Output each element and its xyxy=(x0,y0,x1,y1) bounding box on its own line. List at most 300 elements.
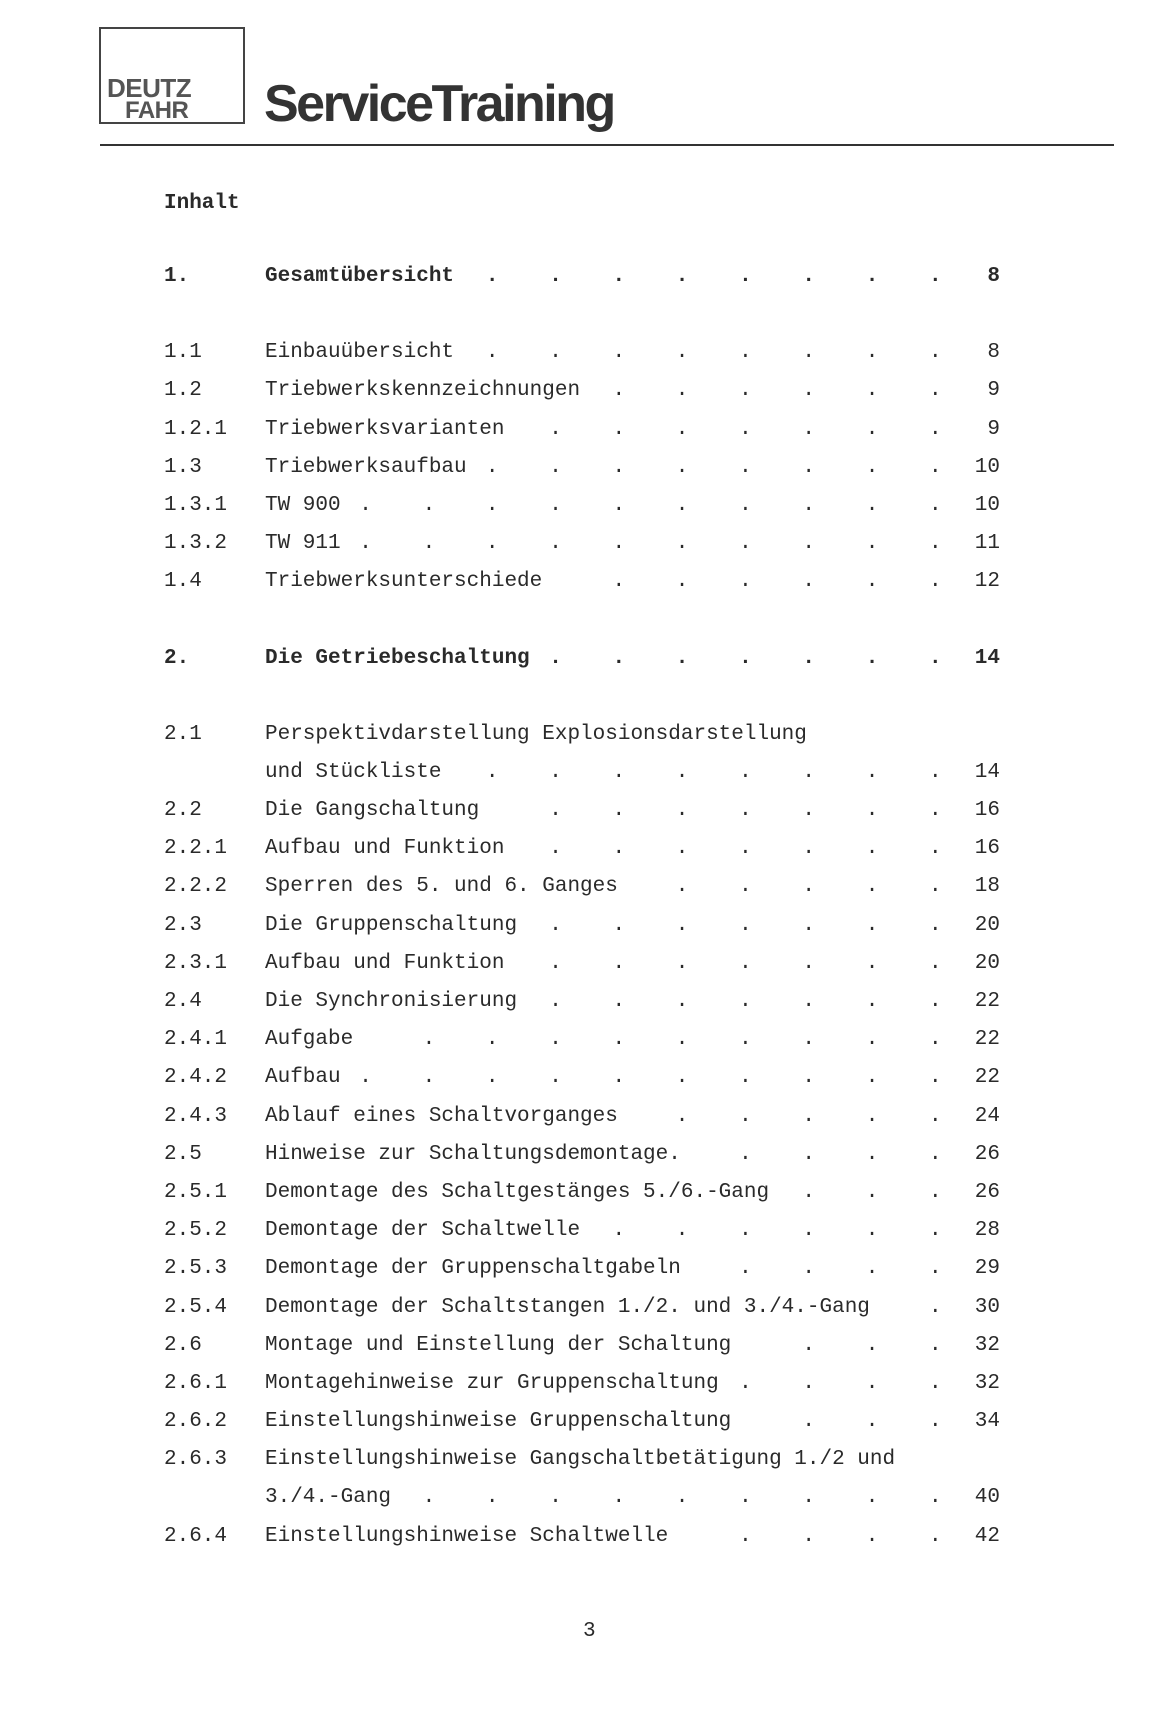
entry-title: Montagehinweise zur Gruppenschaltung xyxy=(265,1371,719,1395)
leader-dot: . xyxy=(802,1410,815,1434)
entry-number: 2.5.3 xyxy=(164,1257,228,1281)
leader-dot: . xyxy=(612,493,626,517)
toc-entry xyxy=(0,418,1156,456)
leader-dot: . xyxy=(549,1028,562,1052)
leader-dot: . xyxy=(802,1486,815,1510)
leader-dot: . xyxy=(739,951,752,975)
toc-entry xyxy=(0,341,1156,379)
leader-dot: . xyxy=(929,455,942,479)
leader-dot: . xyxy=(802,532,815,556)
leader-dot: . xyxy=(865,760,879,784)
entry-title: Gesamtübersicht xyxy=(265,265,455,288)
toc-entry xyxy=(0,1372,1156,1410)
leader-dot: . xyxy=(739,1028,752,1052)
entry-title: Triebwerksunterschiede xyxy=(265,570,543,594)
leader-dot: . xyxy=(485,1066,499,1090)
leader-dot: . xyxy=(802,455,815,479)
leader-dot: . xyxy=(485,760,499,784)
toc-entry xyxy=(0,1066,1156,1104)
entry-number: 2.2.1 xyxy=(164,837,228,861)
leader-dot: . xyxy=(549,990,562,1013)
leader-dot: . xyxy=(865,493,879,517)
leader-dot: . xyxy=(865,1142,879,1166)
leader-dot: . xyxy=(739,1104,752,1128)
leader-dot: . xyxy=(549,493,562,517)
leader-dot: . xyxy=(929,417,942,441)
leader-dot: . xyxy=(929,1219,942,1243)
leader-dot: . xyxy=(422,493,436,517)
entry-title: Demontage des Schaltgestänges 5./6.-Gang xyxy=(265,1180,770,1204)
entry-page: 24 xyxy=(974,1104,1000,1128)
leader-dot: . xyxy=(929,646,942,670)
leader-dot: . xyxy=(929,1104,942,1128)
entry-number: 1.3 xyxy=(164,455,202,479)
leader-dot: . xyxy=(802,570,815,594)
leader-dot: . xyxy=(485,455,499,479)
entry-page: 14 xyxy=(974,760,1000,784)
leader-dot: . xyxy=(485,1486,499,1510)
entry-page: 10 xyxy=(974,493,1000,517)
leader-dot: . xyxy=(739,570,752,594)
leader-dot: . xyxy=(549,837,562,861)
entry-number: 2.4.3 xyxy=(164,1104,228,1128)
leader-dot: . xyxy=(675,875,689,899)
toc-entry xyxy=(0,1410,1156,1448)
toc-entry xyxy=(0,914,1156,952)
entry-page: 8 xyxy=(987,265,1000,288)
leader-dot: . xyxy=(802,1028,815,1052)
leader-dot: . xyxy=(549,341,562,365)
leader-dot: . xyxy=(739,799,752,823)
entry-title: Ablauf eines Schaltvorganges xyxy=(265,1104,618,1128)
leader-dot: . xyxy=(929,493,942,517)
entry-page: 14 xyxy=(974,646,1000,670)
page-number: 3 xyxy=(583,1620,596,1643)
leader-dot: . xyxy=(929,799,942,823)
entry-number: 1.2.1 xyxy=(164,417,228,441)
entry-number: 2.5.4 xyxy=(164,1295,228,1319)
entry-title: und Stückliste xyxy=(265,760,442,784)
leader-dot: . xyxy=(865,1486,879,1510)
leader-dot: . xyxy=(865,570,879,594)
leader-dot: . xyxy=(675,760,689,784)
leader-dot: . xyxy=(865,1066,879,1090)
leader-dot: . xyxy=(739,1524,752,1548)
leader-dot: . xyxy=(675,1066,689,1090)
entry-page: 28 xyxy=(974,1219,1000,1243)
table-of-contents xyxy=(0,265,1156,1563)
leader-dot: . xyxy=(549,1066,562,1090)
leader-dot: . xyxy=(802,1333,815,1357)
leader-dot: . xyxy=(612,532,626,556)
leader-dot: . xyxy=(422,532,436,556)
entry-page: 8 xyxy=(987,341,1000,365)
leader-dot: . xyxy=(612,1028,626,1052)
leader-dot: . xyxy=(739,913,752,937)
leader-dot: . xyxy=(865,341,879,365)
entry-title: Einbauübersicht xyxy=(265,341,455,365)
entry-number: 2.6.3 xyxy=(164,1448,228,1472)
leader-dot: . xyxy=(612,417,626,441)
toc-entry xyxy=(0,456,1156,494)
toc-entry xyxy=(0,799,1156,837)
toc-entry xyxy=(0,1105,1156,1143)
toc-entry xyxy=(0,723,1156,761)
leader-dot: . xyxy=(929,1142,942,1166)
leader-dot: . xyxy=(739,875,752,899)
toc-entry xyxy=(0,952,1156,990)
leader-dot: . xyxy=(865,417,879,441)
entry-title: Einstellungshinweise Schaltwelle xyxy=(265,1524,669,1548)
leader-dot: . xyxy=(739,341,752,365)
entry-number: 2.3.1 xyxy=(164,951,228,975)
entry-page: 34 xyxy=(974,1410,1000,1434)
leader-dot: . xyxy=(865,913,879,937)
leader-dot: . xyxy=(675,341,689,365)
leader-dot: . xyxy=(739,760,752,784)
toc-entry xyxy=(0,494,1156,532)
entry-number: 2.1 xyxy=(164,722,202,746)
leader-dot: . xyxy=(549,913,562,937)
entry-page: 22 xyxy=(974,990,1000,1013)
leader-dot: . xyxy=(802,837,815,861)
toc-entry xyxy=(0,1028,1156,1066)
leader-dot: . xyxy=(802,799,815,823)
leader-dot: . xyxy=(929,265,942,288)
entry-page: 9 xyxy=(987,417,1000,441)
leader-dot: . xyxy=(675,837,689,861)
toc-entry xyxy=(0,570,1156,608)
leader-dot: . xyxy=(422,1486,436,1510)
entry-number: 2.4.1 xyxy=(164,1028,228,1052)
toc-entry xyxy=(0,1448,1156,1486)
leader-dot: . xyxy=(675,646,689,670)
leader-dot: . xyxy=(929,1028,942,1052)
leader-dot: . xyxy=(865,646,879,670)
leader-dot: . xyxy=(485,341,499,365)
leader-dot: . xyxy=(612,913,626,937)
entry-title: TW 911 xyxy=(265,532,341,556)
entry-title: 3./4.-Gang xyxy=(265,1486,392,1510)
leader-dot: . xyxy=(929,1180,942,1204)
entry-title: Die Getriebeschaltung xyxy=(265,646,530,670)
entry-number: 1.3.2 xyxy=(164,532,228,556)
leader-dot: . xyxy=(739,1142,752,1166)
leader-dot: . xyxy=(739,379,752,403)
leader-dot: . xyxy=(865,875,879,899)
leader-dot: . xyxy=(485,493,499,517)
leader-dot: . xyxy=(929,570,942,594)
toc-entry xyxy=(0,379,1156,417)
leader-dot: . xyxy=(802,1180,815,1204)
leader-dot: . xyxy=(612,265,626,288)
leader-dot: . xyxy=(675,1028,689,1052)
leader-dot: . xyxy=(865,1028,879,1052)
toc-entry xyxy=(0,990,1156,1028)
entry-number: 1.1 xyxy=(164,341,202,365)
entry-title: Triebwerksvarianten xyxy=(265,417,505,441)
leader-dot: . xyxy=(739,990,752,1013)
entry-number: 1. xyxy=(164,265,190,288)
toc-entry xyxy=(0,1296,1156,1334)
toc-entry xyxy=(0,1257,1156,1295)
entry-page: 42 xyxy=(974,1524,1000,1548)
entry-page: 10 xyxy=(974,455,1000,479)
entry-page: 22 xyxy=(974,1066,1000,1090)
leader-dot: . xyxy=(675,1104,689,1128)
leader-dot: . xyxy=(865,799,879,823)
entry-title: TW 900 xyxy=(265,493,341,517)
leader-dot: . xyxy=(865,951,879,975)
leader-dot: . xyxy=(612,455,626,479)
entry-title: Demontage der Schaltwelle xyxy=(265,1219,581,1243)
leader-dot: . xyxy=(675,990,689,1013)
entry-number: 2.6.4 xyxy=(164,1524,228,1548)
leader-dot: . xyxy=(739,417,752,441)
entry-title: Triebwerkskennzeichnungen xyxy=(265,379,581,403)
leader-dot: . xyxy=(612,341,626,365)
leader-dot: . xyxy=(929,1066,942,1090)
toc-entry xyxy=(0,837,1156,875)
leader-dot: . xyxy=(929,1524,942,1548)
leader-dot: . xyxy=(865,1180,879,1204)
entry-page: 16 xyxy=(974,799,1000,823)
leader-dot: . xyxy=(359,1066,372,1090)
toc-entry xyxy=(0,1181,1156,1219)
leader-dot: . xyxy=(929,951,942,975)
leader-dot: . xyxy=(612,760,626,784)
toc-entry xyxy=(0,1219,1156,1257)
leader-dot: . xyxy=(675,799,689,823)
leader-dot: . xyxy=(739,532,752,556)
entry-number: 2.2 xyxy=(164,799,202,823)
entry-number: 2.6 xyxy=(164,1333,202,1357)
entry-number: 2.2.2 xyxy=(164,875,228,899)
leader-dot: . xyxy=(865,379,879,403)
leader-dot: . xyxy=(422,1028,436,1052)
entry-number: 2.6.2 xyxy=(164,1410,228,1434)
deutz-fahr-logo xyxy=(99,27,245,124)
entry-number: 2.5 xyxy=(164,1142,202,1166)
leader-dot: . xyxy=(739,455,752,479)
leader-dot: . xyxy=(802,1104,815,1128)
leader-dot: . xyxy=(739,837,752,861)
leader-dot: . xyxy=(675,532,689,556)
logo-line-2: FAHR xyxy=(125,97,189,124)
leader-dot: . xyxy=(739,265,752,288)
leader-dot: . xyxy=(612,1219,626,1243)
entry-title: Die Gangschaltung xyxy=(265,799,480,823)
leader-dot: . xyxy=(865,1333,879,1357)
leader-dot: . xyxy=(802,417,815,441)
leader-dot: . xyxy=(929,379,942,403)
leader-dot: . xyxy=(865,1371,879,1395)
toc-heading: Inhalt xyxy=(164,192,240,215)
entry-number: 2.5.1 xyxy=(164,1180,228,1204)
leader-dot: . xyxy=(549,455,562,479)
leader-dot: . xyxy=(485,532,499,556)
leader-dot: . xyxy=(549,417,562,441)
leader-dot: . xyxy=(739,493,752,517)
leader-dot: . xyxy=(359,532,372,556)
leader-dot: . xyxy=(675,951,689,975)
leader-dot: . xyxy=(802,951,815,975)
entry-number: 1.4 xyxy=(164,570,202,594)
entry-page: 26 xyxy=(974,1180,1000,1204)
entry-number: 1.3.1 xyxy=(164,493,228,517)
entry-title: Einstellungshinweise Gruppenschaltung xyxy=(265,1410,732,1434)
toc-entry xyxy=(0,1486,1156,1524)
leader-dot: . xyxy=(675,455,689,479)
leader-dot: . xyxy=(929,1295,942,1319)
leader-dot: . xyxy=(612,990,626,1013)
leader-dot: . xyxy=(802,760,815,784)
entry-number: 2.4.2 xyxy=(164,1066,228,1090)
entry-title: Demontage der Schaltstangen 1./2. und 3./4.-Gang xyxy=(265,1295,870,1319)
entry-number: 2.5.2 xyxy=(164,1219,228,1243)
leader-dot: . xyxy=(739,646,752,670)
leader-dot: . xyxy=(802,990,815,1013)
leader-dot: . xyxy=(929,1486,942,1510)
leader-dot: . xyxy=(929,837,942,861)
leader-dot: . xyxy=(612,1066,626,1090)
entry-page: 20 xyxy=(974,913,1000,937)
leader-dot: . xyxy=(865,837,879,861)
leader-dot: . xyxy=(549,760,562,784)
leader-dot: . xyxy=(929,1257,942,1281)
entry-page: 30 xyxy=(974,1295,1000,1319)
toc-entry xyxy=(0,647,1156,685)
entry-page: 20 xyxy=(974,951,1000,975)
leader-dot: . xyxy=(802,1066,815,1090)
leader-dot: . xyxy=(802,646,815,670)
leader-dot: . xyxy=(865,1410,879,1434)
leader-dot: . xyxy=(802,493,815,517)
leader-dot: . xyxy=(675,379,689,403)
entry-number: 2.6.1 xyxy=(164,1371,228,1395)
leader-dot: . xyxy=(485,265,499,288)
leader-dot: . xyxy=(549,532,562,556)
leader-dot: . xyxy=(739,1219,752,1243)
leader-dot: . xyxy=(802,265,815,288)
leader-dot: . xyxy=(929,875,942,899)
leader-dot: . xyxy=(929,341,942,365)
leader-dot: . xyxy=(612,646,626,670)
entry-number: 2. xyxy=(164,646,190,670)
entry-page: 12 xyxy=(974,570,1000,594)
leader-dot: . xyxy=(739,1257,752,1281)
leader-dot: . xyxy=(929,1371,942,1395)
leader-dot: . xyxy=(422,1066,436,1090)
entry-title: Die Synchronisierung xyxy=(265,990,518,1013)
leader-dot: . xyxy=(802,875,815,899)
leader-dot: . xyxy=(359,493,372,517)
leader-dot: . xyxy=(612,799,626,823)
entry-page: 32 xyxy=(974,1333,1000,1357)
leader-dot: . xyxy=(929,990,942,1013)
leader-dot: . xyxy=(929,1333,942,1357)
leader-dot: . xyxy=(802,379,815,403)
leader-dot: . xyxy=(802,1524,815,1548)
leader-dot: . xyxy=(929,913,942,937)
leader-dot: . xyxy=(549,951,562,975)
entry-page: 16 xyxy=(974,837,1000,861)
entry-title: Hinweise zur Schaltungsdemontage. xyxy=(265,1142,681,1166)
leader-dot: . xyxy=(865,1524,879,1548)
entry-page: 26 xyxy=(974,1142,1000,1166)
entry-page: 9 xyxy=(987,379,1000,403)
leader-dot: . xyxy=(929,1410,942,1434)
leader-dot: . xyxy=(675,265,689,288)
leader-dot: . xyxy=(865,455,879,479)
toc-entry xyxy=(0,1334,1156,1372)
entry-title: Perspektivdarstellung Explosionsdarstellung xyxy=(265,722,807,746)
leader-dot: . xyxy=(549,646,562,670)
leader-dot: . xyxy=(739,1066,752,1090)
leader-dot: . xyxy=(802,1142,815,1166)
leader-dot: . xyxy=(929,532,942,556)
leader-dot: . xyxy=(802,1371,815,1395)
entry-title: Die Gruppenschaltung xyxy=(265,913,518,937)
leader-dot: . xyxy=(929,760,942,784)
toc-entry xyxy=(0,761,1156,799)
entry-number: 1.2 xyxy=(164,379,202,403)
leader-dot: . xyxy=(485,1028,499,1052)
entry-number: 2.4 xyxy=(164,990,202,1013)
entry-title: Aufbau und Funktion xyxy=(265,951,505,975)
leader-dot: . xyxy=(865,990,879,1013)
toc-entry xyxy=(0,532,1156,570)
leader-dot: . xyxy=(675,417,689,441)
entry-page: 29 xyxy=(974,1257,1000,1281)
entry-page: 18 xyxy=(974,875,1000,899)
leader-dot: . xyxy=(739,1486,752,1510)
leader-dot: . xyxy=(865,1219,879,1243)
leader-dot: . xyxy=(675,570,689,594)
leader-dot: . xyxy=(739,1371,752,1395)
entry-title: Triebwerksaufbau xyxy=(265,455,467,479)
entry-title: Einstellungshinweise Gangschaltbetätigung 1./2 und xyxy=(265,1448,896,1472)
leader-dot: . xyxy=(549,265,562,288)
entry-number: 2.3 xyxy=(164,913,202,937)
leader-dot: . xyxy=(865,532,879,556)
toc-entry xyxy=(0,875,1156,913)
leader-dot: . xyxy=(612,837,626,861)
entry-page: 40 xyxy=(974,1486,1000,1510)
entry-page: 32 xyxy=(974,1371,1000,1395)
logo-line-1: DEUTZ xyxy=(107,73,192,103)
leader-dot: . xyxy=(675,493,689,517)
brand-title: ServiceTraining xyxy=(264,75,614,133)
leader-dot: . xyxy=(549,1486,562,1510)
leader-dot: . xyxy=(675,913,689,937)
leader-dot: . xyxy=(802,913,815,937)
leader-dot: . xyxy=(675,1219,689,1243)
leader-dot: . xyxy=(675,1486,689,1510)
header-rule xyxy=(100,144,1114,146)
leader-dot: . xyxy=(802,1219,815,1243)
toc-entry xyxy=(0,1143,1156,1181)
entry-page: 11 xyxy=(974,532,1000,556)
leader-dot: . xyxy=(612,379,626,403)
leader-dot: . xyxy=(612,570,626,594)
leader-dot: . xyxy=(612,1486,626,1510)
toc-entry xyxy=(0,265,1156,303)
entry-title: Sperren des 5. und 6. Ganges xyxy=(265,875,618,899)
leader-dot: . xyxy=(802,1257,815,1281)
entry-title: Demontage der Gruppenschaltgabeln xyxy=(265,1257,681,1281)
leader-dot: . xyxy=(549,799,562,823)
